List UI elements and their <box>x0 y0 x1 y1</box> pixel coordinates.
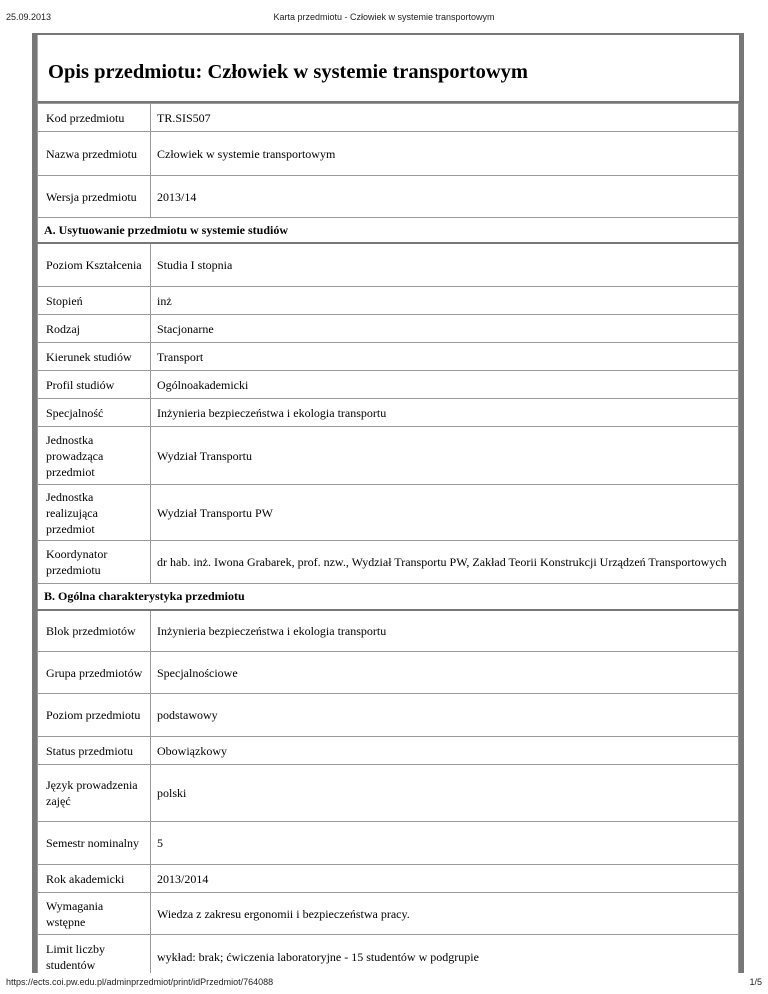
title-box <box>37 35 739 103</box>
row-value: inż <box>151 287 739 315</box>
row-value: wykład: brak; ćwiczenia laboratoryjne - 15 studentów w podgrupie <box>151 935 739 974</box>
row-label: Wymagania wstępne <box>38 893 151 935</box>
row-value: 2013/14 <box>151 176 739 218</box>
row-value: polski <box>151 765 739 822</box>
table-row <box>38 243 739 287</box>
table-row <box>38 652 739 694</box>
row-value: Obowiązkowy <box>151 737 739 765</box>
print-header <box>0 10 768 24</box>
table-row <box>38 541 739 584</box>
row-label: Koordynator przedmiotu <box>38 541 151 584</box>
row-label: Poziom przedmiotu <box>38 694 151 737</box>
table-row <box>38 737 739 765</box>
table-row <box>38 315 739 343</box>
row-value: Transport <box>151 343 739 371</box>
row-label: Kod przedmiotu <box>38 104 151 132</box>
row-label: Specjalność <box>38 399 151 427</box>
print-url: https://ects.coi.pw.edu.pl/adminprzedmiot/print/idPrzedmiot/764088 <box>6 977 274 987</box>
page-title: Opis przedmiotu: Człowiek w systemie transportowym <box>48 61 528 83</box>
table-row <box>38 893 739 935</box>
row-label: Jednostka prowadząca przedmiot <box>38 427 151 485</box>
table-row <box>38 694 739 737</box>
row-label: Jednostka realizująca przedmiot <box>38 485 151 541</box>
table-row <box>38 935 739 974</box>
row-label: Wersja przedmiotu <box>38 176 151 218</box>
table-row <box>38 822 739 865</box>
row-value: 5 <box>151 822 739 865</box>
table-row <box>38 132 739 176</box>
row-value: Wydział Transportu <box>151 427 739 485</box>
row-value: Specjalnościowe <box>151 652 739 694</box>
table-row <box>38 399 739 427</box>
row-value: Stacjonarne <box>151 315 739 343</box>
table-row <box>38 104 739 132</box>
row-value: Inżynieria bezpieczeństwa i ekologia transportu <box>151 399 739 427</box>
table-row <box>38 427 739 485</box>
table-row <box>38 610 739 652</box>
print-page-number: 1/5 <box>749 977 762 987</box>
table-row <box>38 176 739 218</box>
row-label: Limit liczby studentów <box>38 935 151 974</box>
row-label: Rodzaj <box>38 315 151 343</box>
course-card <box>32 33 744 973</box>
row-value: Wydział Transportu PW <box>151 485 739 541</box>
row-label: Stopień <box>38 287 151 315</box>
row-value: TR.SIS507 <box>151 104 739 132</box>
row-value: Wiedza z zakresu ergonomii i bezpieczeństwa pracy. <box>151 893 739 935</box>
row-value: 2013/2014 <box>151 865 739 893</box>
table-row <box>38 485 739 541</box>
print-date: 25.09.2013 <box>6 12 52 22</box>
row-label: Blok przedmiotów <box>38 610 151 652</box>
row-label: Język prowadzenia zajęć <box>38 765 151 822</box>
row-value: dr hab. inż. Iwona Grabarek, prof. nzw., Wydział Transportu PW, Zakład Teorii Konstrukcji Urządzeń Transportowych <box>151 541 739 584</box>
print-footer <box>0 975 768 989</box>
row-label: Rok akademicki <box>38 865 151 893</box>
course-table <box>37 103 739 973</box>
row-label: Status przedmiotu <box>38 737 151 765</box>
section-a-heading: A. Usytuowanie przedmiotu w systemie studiów <box>38 218 739 243</box>
print-page-title: Karta przedmiotu - Człowiek w systemie transportowym <box>273 12 495 22</box>
row-value: Studia I stopnia <box>151 243 739 287</box>
table-row <box>38 371 739 399</box>
row-label: Poziom Kształcenia <box>38 243 151 287</box>
row-value: Ogólnoakademicki <box>151 371 739 399</box>
table-row <box>38 865 739 893</box>
section-heading-row <box>38 218 739 243</box>
row-label: Nazwa przedmiotu <box>38 132 151 176</box>
table-row <box>38 343 739 371</box>
row-label: Grupa przedmiotów <box>38 652 151 694</box>
row-label: Semestr nominalny <box>38 822 151 865</box>
row-label: Profil studiów <box>38 371 151 399</box>
table-row <box>38 765 739 822</box>
table-row <box>38 287 739 315</box>
section-b-heading: B. Ogólna charakterystyka przedmiotu <box>38 584 739 610</box>
row-label: Kierunek studiów <box>38 343 151 371</box>
row-value: Człowiek w systemie transportowym <box>151 132 739 176</box>
section-heading-row <box>38 584 739 610</box>
row-value: Inżynieria bezpieczeństwa i ekologia transportu <box>151 610 739 652</box>
row-value: podstawowy <box>151 694 739 737</box>
